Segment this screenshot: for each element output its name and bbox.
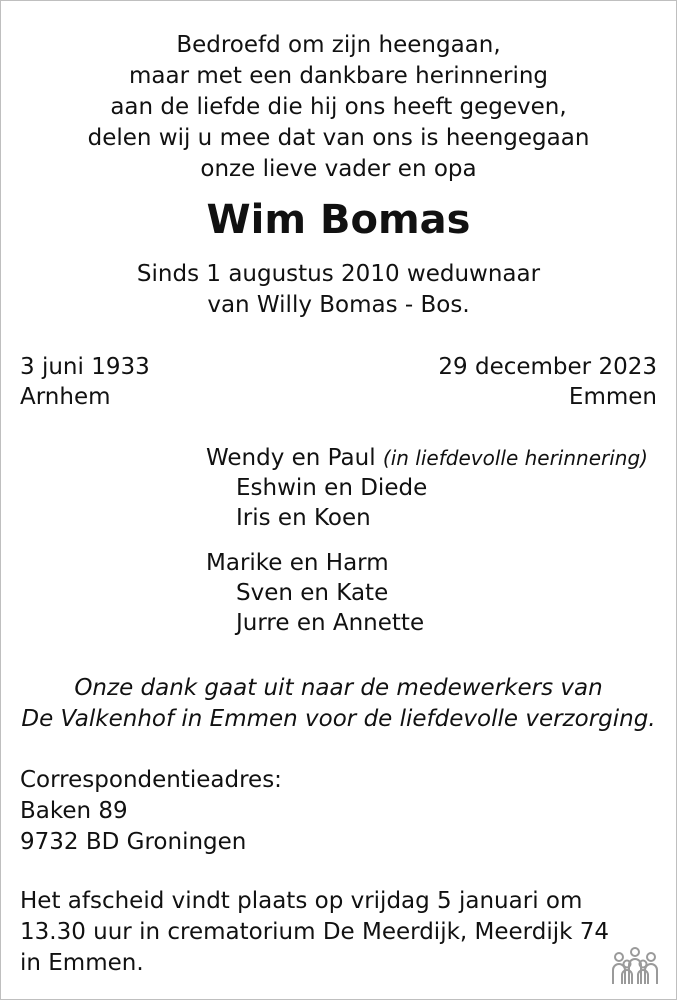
- widower-line: Sinds 1 augustus 2010 weduwnaar: [136, 261, 541, 287]
- birth-info: [20, 352, 150, 412]
- remembrance-note: (in liefdevolle herinnering): [382, 446, 648, 470]
- family-child: Sven en Kate: [236, 580, 389, 606]
- intro-line: onze lieve vader en opa: [200, 156, 477, 182]
- farewell-line: Het afscheid vindt plaats op vrijdag 5 januari om: [20, 888, 583, 914]
- farewell-line: 13.30 uur in crematorium De Meerdijk, Meerdijk 74: [20, 919, 609, 945]
- parent-names: Wendy en Paul: [206, 445, 376, 471]
- thanks-line: De Valkenhof in Emmen voor de liefdevolle verzorging.: [21, 706, 656, 732]
- family-group: [206, 548, 648, 638]
- correspondence-city: 9732 BD Groningen: [20, 829, 247, 855]
- family-list: [206, 443, 648, 638]
- farewell-text: [20, 886, 609, 979]
- death-info: [438, 352, 657, 412]
- family-parent: [206, 443, 648, 473]
- correspondence-street: Baken 89: [20, 798, 128, 824]
- family-child: Jurre en Annette: [236, 610, 425, 636]
- death-place: Emmen: [568, 384, 657, 410]
- family-child: Eshwin en Diede: [236, 475, 428, 501]
- family-parent: [206, 548, 648, 578]
- intro-text: [0, 30, 677, 185]
- intro-line: maar met een dankbare herinnering: [128, 63, 549, 89]
- thanks-line: Onze dank gaat uit naar de medewerkers van: [74, 675, 603, 701]
- people-group-icon: [609, 946, 661, 986]
- correspondence-label: Correspondentieadres:: [20, 767, 282, 793]
- correspondence-address: [20, 765, 282, 858]
- farewell-line: in Emmen.: [20, 950, 144, 976]
- deceased-name: Wim Bomas: [206, 197, 471, 243]
- widower-line: van Willy Bomas - Bos.: [207, 292, 470, 318]
- intro-line: delen wij u mee dat van ons is heengegaan: [87, 125, 590, 151]
- birth-place: Arnhem: [20, 384, 111, 410]
- parent-names: Marike en Harm: [206, 550, 389, 576]
- family-group: [206, 443, 648, 533]
- family-child: Iris en Koen: [236, 505, 371, 531]
- thanks-text: [0, 673, 677, 735]
- death-date: 29 december 2023: [438, 354, 657, 380]
- birth-date: 3 juni 1933: [20, 354, 150, 380]
- widower-text: [0, 259, 677, 321]
- intro-line: Bedroefd om zijn heengaan,: [176, 32, 501, 58]
- intro-line: aan de liefde die hij ons heeft gegeven,: [110, 94, 567, 120]
